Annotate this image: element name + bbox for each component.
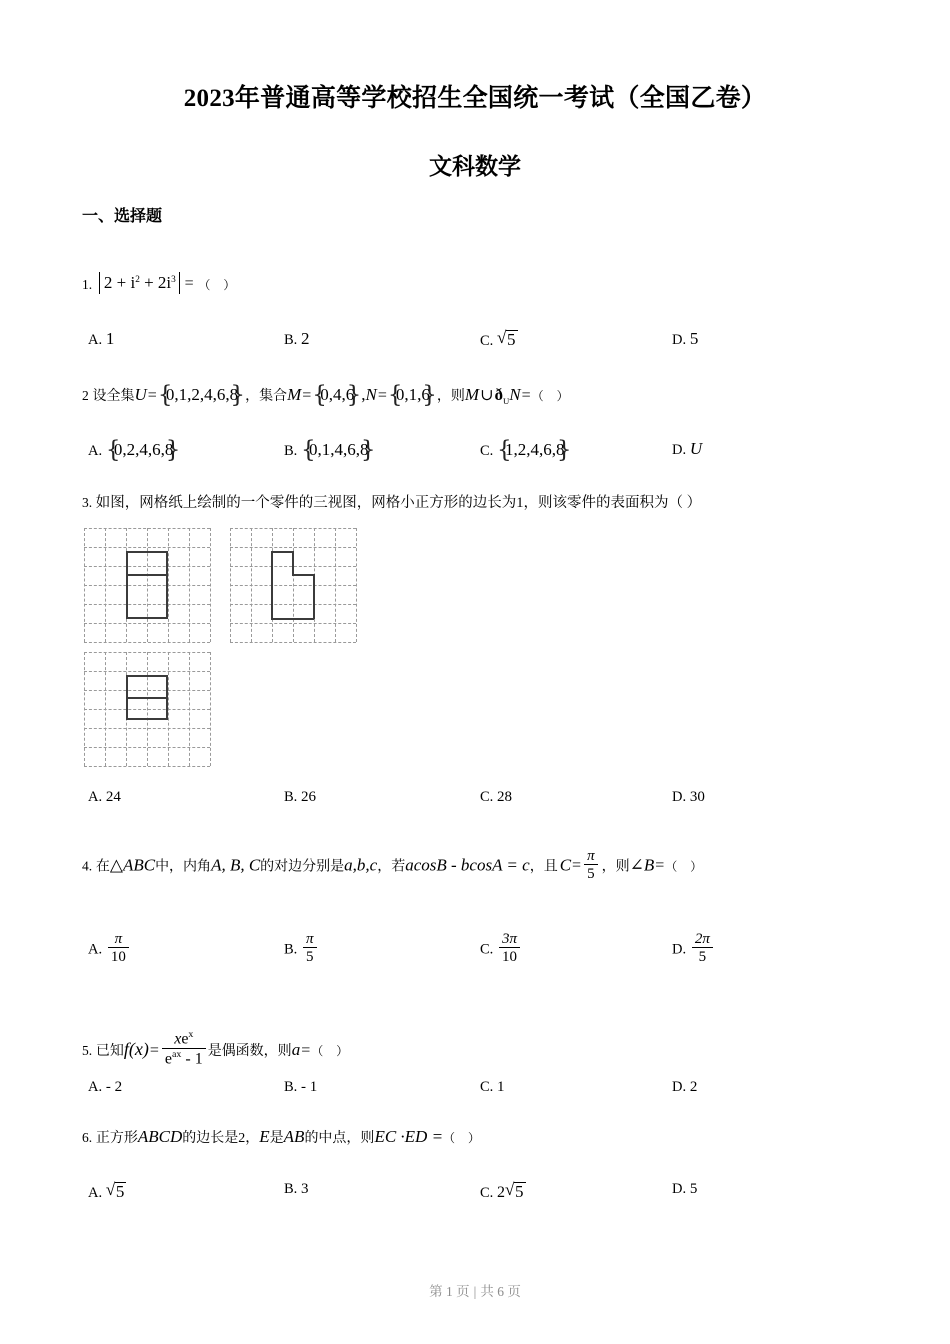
fraction-pi-over-5: $\frac{\pi}{5}$ — [582, 848, 600, 882]
option-5-a[interactable]: A. - 2 — [88, 1079, 123, 1095]
option-2-c[interactable]: C. { 1,2,4,6,8 } — [480, 440, 572, 460]
question-5-answer-blank: （ ） — [311, 1044, 354, 1059]
set-braces: { 0,2,4,6,8 } — [106, 440, 181, 460]
set-braces: { 0,1,2,4,6,8 } — [158, 385, 245, 405]
grid-line-horizontal — [230, 642, 356, 643]
front-view-outline — [126, 551, 168, 619]
grid-line-horizontal — [84, 747, 210, 748]
side-view-bottom-edge — [271, 618, 314, 620]
question-2-stem: 2 设全集U= { 0,1,2,4,6,8 } ，集合M= { 0,4,6 } ,N= { 0,1,6 } ，则$M\cup ð_UN=$（ ） — [82, 385, 574, 406]
fraction: $\frac{\pi}{5}$ — [301, 931, 319, 965]
side-view-top-edge — [271, 551, 293, 553]
grid-line-vertical — [210, 652, 211, 766]
complement-symbol: ð — [494, 385, 503, 404]
option-1-d[interactable]: D. 5 — [672, 329, 699, 348]
grid-line-horizontal — [230, 623, 356, 624]
option-2-b[interactable]: B. { 0,1,4,6,8 } — [284, 440, 376, 460]
option-5-b[interactable]: B. - 1 — [284, 1079, 318, 1095]
option-1-c[interactable]: C. √ 5 — [480, 330, 518, 349]
question-6-options — [0, 1182, 950, 1216]
set-braces: { 0,1,6 } — [388, 385, 437, 405]
question-4-options — [0, 925, 950, 973]
page-title: 2023年普通高等学校招生全国统一考试（全国乙卷） — [183, 85, 767, 112]
option-6-a[interactable]: A. √ 5 — [88, 1182, 126, 1201]
option-6-d[interactable]: D. 5 — [672, 1181, 698, 1197]
top-view-divider — [126, 697, 168, 699]
fraction: $\frac{3\pi}{10}$ — [497, 931, 522, 965]
fraction-f-of-x: $\frac{xe^x}{e^{ax} - 1}$ — [160, 1030, 208, 1067]
option-2-d[interactable]: D. U — [672, 439, 703, 458]
question-4-number: 4. — [82, 858, 93, 874]
question-5-number: 5. — [82, 1043, 93, 1059]
question-2-options — [0, 440, 950, 474]
side-view-step-vertical — [292, 551, 294, 574]
side-view-grid — [230, 528, 356, 642]
grid-line-horizontal — [84, 642, 210, 643]
grid-line-horizontal — [84, 547, 210, 548]
option-1-a[interactable]: A. 1 — [88, 329, 115, 348]
option-3-c[interactable]: C. 28 — [480, 789, 513, 805]
set-braces: { 0,1,4,6,8 } — [301, 440, 376, 460]
grid-line-horizontal — [230, 585, 356, 586]
option-4-d[interactable]: D. $\frac{2\pi}{5}$ — [672, 931, 715, 965]
question-6-number: 6. — [82, 1130, 93, 1145]
grid-line-horizontal — [84, 623, 210, 624]
question-1-answer-blank: （ ） — [198, 278, 241, 292]
option-3-a[interactable]: A. 24 — [88, 789, 121, 805]
question-6-answer-blank: （ ） — [443, 1131, 486, 1145]
grid-line-horizontal — [230, 528, 356, 529]
grid-line-horizontal — [84, 652, 210, 653]
question-3-stem: 3. 如图，网格纸上绘制的一个零件的三视图，网格小正方形的边长为1，则该零件的表面积为（ ） — [82, 495, 702, 511]
grid-line-vertical — [356, 528, 357, 642]
option-3-d[interactable]: D. 30 — [672, 789, 705, 805]
question-5-stem: 5. 已知f(x)= $\frac{xe^x}{e^{ax} - 1}$ 是偶函数，则a=（ ） — [82, 1029, 354, 1067]
sqrt-icon: √ 5 — [497, 330, 518, 348]
set-braces: { 1,2,4,6,8 } — [497, 440, 572, 460]
grid-line-vertical — [210, 528, 211, 642]
question-4-stem: 4. 在△ABC中，内角A, B, C的对边分别是a,b,c，若acosB - bcosA = c，且 C= $\frac{\pi}{5}$ ，则∠B=（ ） — [82, 848, 708, 883]
footer-total-pages: 共 6 页 — [480, 1284, 521, 1299]
grid-line-horizontal — [84, 766, 210, 767]
page-subtitle: 文科数学 — [429, 154, 521, 179]
question-2-answer-blank: （ ） — [531, 389, 574, 403]
question-3-number: 3. — [82, 495, 93, 510]
grid-line-horizontal — [230, 604, 356, 605]
option-4-a[interactable]: A. $\frac{\pi}{10}$ — [88, 931, 131, 965]
question-2-number: 2 — [82, 388, 89, 403]
fraction: $\frac{2\pi}{5}$ — [690, 931, 715, 965]
question-5-options — [0, 1080, 950, 1114]
option-5-c[interactable]: C. 1 — [480, 1079, 505, 1095]
question-1-number: 1. — [82, 277, 93, 292]
footer-separator: | — [473, 1284, 477, 1299]
sqrt-icon: √ 5 — [505, 1182, 526, 1200]
section-title: 一、选择题 — [82, 208, 163, 225]
grid-line-horizontal — [230, 547, 356, 548]
grid-line-horizontal — [84, 528, 210, 529]
side-view-right-edge — [313, 574, 315, 619]
page-footer — [0, 1280, 950, 1300]
question-1-options — [0, 330, 950, 364]
grid-line-horizontal — [84, 671, 210, 672]
grid-line-horizontal — [84, 728, 210, 729]
option-6-c[interactable]: C. 2 √ 5 — [480, 1182, 526, 1201]
front-view-divider — [126, 574, 168, 576]
sqrt-icon: √ 5 — [106, 1182, 127, 1200]
three-view-drawing — [0, 520, 950, 780]
option-1-b[interactable]: B. 2 — [284, 329, 310, 348]
option-5-d[interactable]: D. 2 — [672, 1079, 698, 1095]
option-4-c[interactable]: C. $\frac{3\pi}{10}$ — [480, 931, 522, 965]
side-view-left-edge — [271, 551, 273, 619]
question-4-answer-blank: （ ） — [665, 859, 708, 874]
question-1-stem: 1. $2 + i^2 + 2i^3$ = （ ） — [82, 272, 240, 294]
option-6-b[interactable]: B. 3 — [284, 1181, 309, 1197]
question-1-absolute-value: $2 + i^2 + 2i^3$ — [99, 272, 180, 294]
question-3-options — [0, 790, 950, 824]
set-braces: { 0,4,6 } — [312, 385, 361, 405]
option-3-b[interactable]: B. 26 — [284, 789, 317, 805]
option-4-b[interactable]: B. $\frac{\pi}{5}$ — [284, 931, 319, 965]
question-6-stem: 6. 正方形ABCD的边长是2，E是AB的中点，则EC ·ED =（ ） — [82, 1127, 486, 1146]
fraction: $\frac{\pi}{10}$ — [106, 931, 131, 965]
side-view-step-horizontal — [292, 574, 314, 576]
footer-page-number: 第 1 页 — [429, 1284, 470, 1299]
option-2-a[interactable]: A. { 0,2,4,6,8 } — [88, 440, 180, 460]
